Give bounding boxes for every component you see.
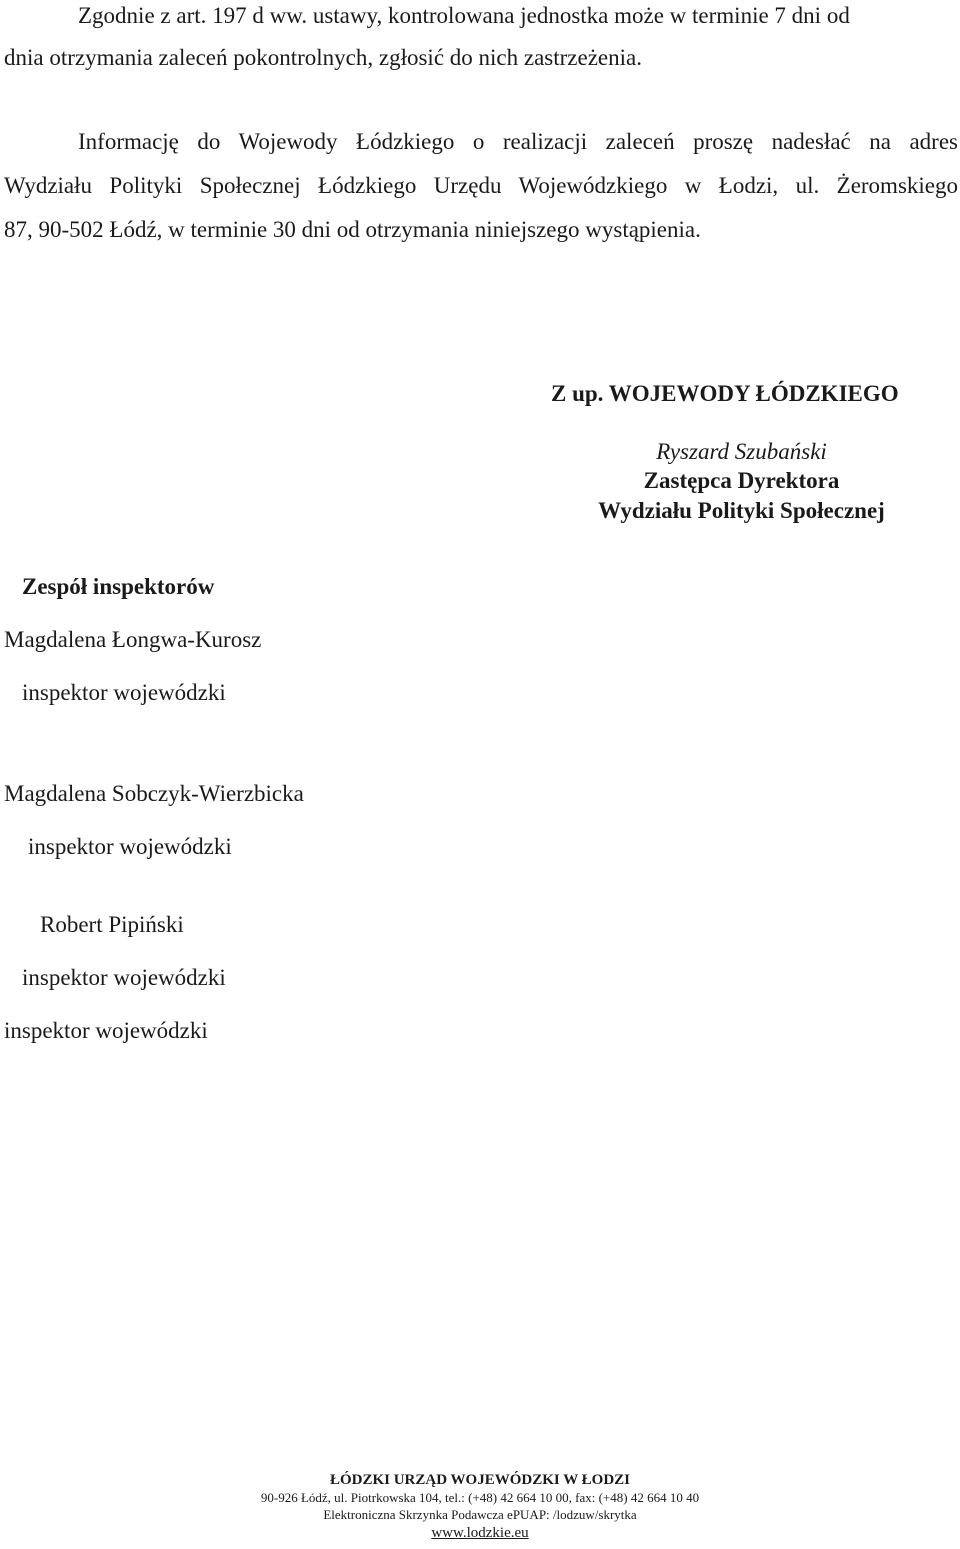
footer-website-link[interactable]: www.lodzkie.eu [431, 1525, 529, 1541]
signatory-position: Zastępca Dyrektora [643, 468, 840, 493]
signature-header: Z up. WOJEWODY ŁÓDZKIEGO [551, 381, 899, 406]
team-member-1-title: inspektor wojewódzki [22, 680, 226, 705]
footer-epuap: Elektroniczna Skrzynka Podawcza ePUAP: /lodzuw/skrytka [323, 1507, 637, 1522]
footer-address: 90-926 Łódź, ul. Piotrkowska 104, tel.: (+48) 42 664 10 00, fax: (+48) 42 664 10 40 [260, 1490, 700, 1505]
team-member-3-title: inspektor wojewódzki [22, 965, 226, 990]
team-member-1-name: Magdalena Łongwa-Kurosz [4, 627, 262, 652]
footer-website-container [230, 1524, 730, 1542]
paragraph-2-line-2: Wydziału Polityki Społecznej Łódzkiego Urzędu Wojewódzkiego w Łodzi, ul. Żeromskiego [4, 173, 958, 198]
team-member-2-title: inspektor wojewódzki [28, 834, 232, 859]
paragraph-2-line-3: 87, 90-502 Łódź, w terminie 30 dni od otrzymania niniejszego wystąpienia. [4, 217, 701, 242]
signatory-department: Wydziału Polityki Społecznej [598, 498, 885, 523]
team-member-3-name: Robert Pipiński [40, 912, 184, 937]
footer-office-name: ŁÓDZKI URZĄD WOJEWÓDZKI W ŁODZI [329, 1472, 631, 1488]
team-extra-title: inspektor wojewódzki [4, 1018, 208, 1043]
paragraph-1-line-2: dnia otrzymania zaleceń pokontrolnych, zgłosić do nich zastrzeżenia. [4, 45, 642, 70]
team-member-2-name: Magdalena Sobczyk-Wierzbicka [4, 781, 304, 806]
paragraph-1-line-1: Zgodnie z art. 197 d ww. ustawy, kontrolowana jednostka może w terminie 7 dni od [78, 3, 850, 28]
paragraph-2-line-1: Informację do Wojewody Łódzkiego o realizacji zaleceń proszę nadesłać na adres [78, 129, 958, 154]
signatory-name: Ryszard Szubański [656, 439, 827, 464]
team-heading: Zespół inspektorów [22, 574, 215, 599]
